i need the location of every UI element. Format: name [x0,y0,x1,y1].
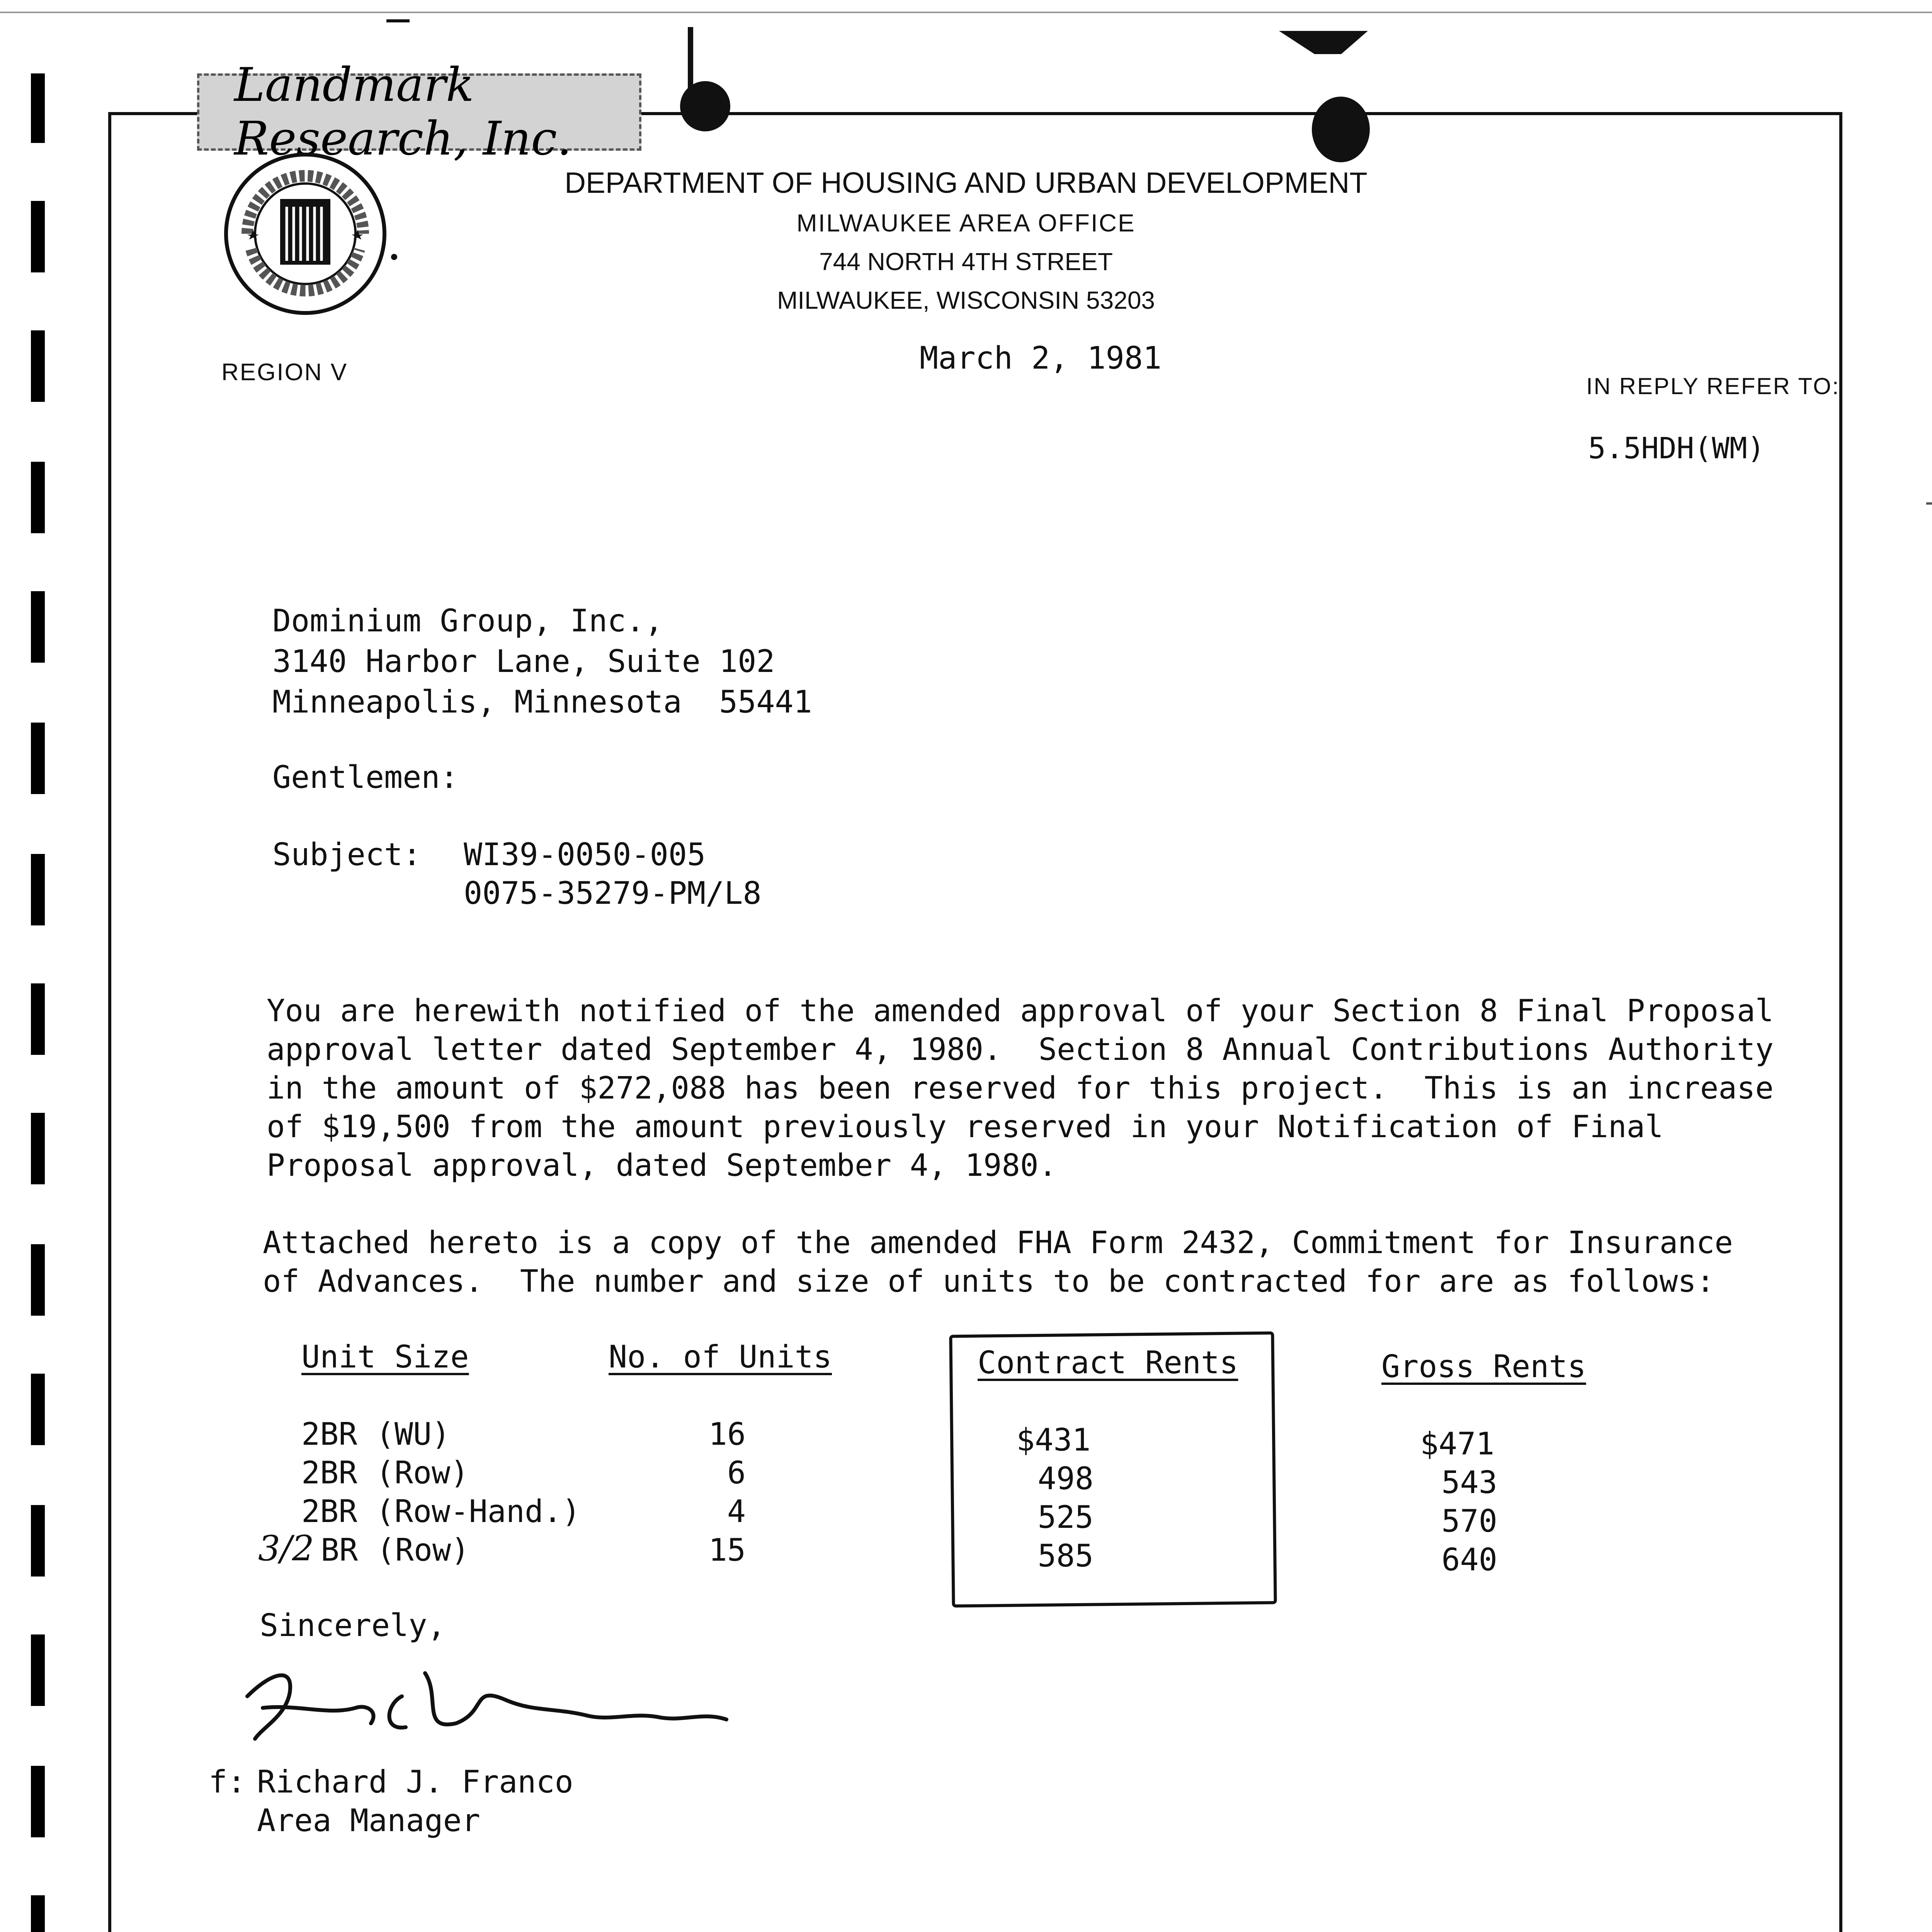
paragraph-line: approval letter dated September 4, 1980. Section 8 Annual Contributions Authority [267,1032,1774,1067]
signer-title: Area Manager [257,1803,480,1838]
cell-unit-size: 2BR (WU) [301,1416,451,1452]
binding-mark [31,73,45,143]
page-edge-line [0,12,1932,13]
binding-mark [31,591,45,663]
paragraph-line: You are herewith notified of the amended approval of your Section 8 Final Proposal [267,993,1774,1029]
cell-gross-rent: $471 [1420,1426,1495,1462]
paragraph-line: Attached hereto is a copy of the amended FHA Form 2432, Commitment for Insurance [263,1225,1733,1260]
region-label: REGION V [221,359,348,386]
recipient-name: Dominium Group, Inc., [272,603,663,639]
for-mark: f: [209,1764,246,1800]
binding-mark [31,1113,45,1184]
binding-mark [31,1505,45,1577]
agency-city: MILWAUKEE, WISCONSIN 53203 [777,286,1155,314]
cell-units: 6 [727,1455,746,1491]
paragraph-line: in the amount of $272,088 has been reserved for this project. This is an increase [267,1070,1774,1106]
stray-mark [1926,502,1932,505]
handwritten-correction: 3/2 [258,1528,314,1569]
cell-contract-rent: 525 [1037,1499,1094,1535]
cell-unit-size: 2BR (Row-Hand.) [301,1493,581,1529]
cell-unit-size: 2BR (Row) [301,1455,469,1491]
header-gross-rents: Gross Rents [1381,1349,1586,1384]
handwritten-signature [240,1650,742,1766]
cell-gross-rent: 570 [1441,1503,1497,1539]
ink-streak [688,27,693,93]
cell-units: 15 [708,1532,746,1568]
recipient-street: 3140 Harbor Lane, Suite 102 [272,643,775,679]
ink-blot [1312,97,1370,162]
salutation: Gentlemen: [272,759,459,795]
agency-office: MILWAUKEE AREA OFFICE [796,209,1136,237]
binding-mark [31,1895,45,1932]
paragraph-line: of Advances. The number and size of units to be contracted for are as follows: [263,1264,1715,1299]
cell-units: 4 [727,1493,746,1529]
subject-line-1: WI39-0050-005 [464,837,706,872]
signer-name: Richard J. Franco [257,1764,573,1800]
header-unit-size: Unit Size [301,1339,469,1375]
binding-mark [31,1244,45,1316]
cell-contract-rent: 498 [1037,1461,1094,1497]
agency-name: DEPARTMENT OF HOUSING AND URBAN DEVELOPMENT [565,167,1367,199]
ink-streak [1279,31,1368,54]
closing: Sincerely, [260,1607,446,1643]
binding-mark [31,854,45,925]
landmark-research-stamp [197,58,641,166]
agency-street: 744 NORTH 4TH STREET [819,248,1113,276]
paragraph-line: of $19,500 from the amount previously reserved in your Notification of Final [267,1109,1663,1145]
reply-code: 5.5HDH(WM) [1588,431,1765,465]
binding-mark [31,462,45,533]
cell-gross-rent: 640 [1441,1542,1497,1578]
header-contract-rents: Contract Rents [978,1345,1238,1381]
cell-contract-rent: 585 [1037,1538,1094,1574]
cell-units: 16 [708,1416,746,1452]
letter-date: March 2, 1981 [920,340,1162,376]
recipient-city: Minneapolis, Minnesota 55441 [272,684,812,720]
stamp-text: Landmark Research, Inc. [234,58,572,166]
binding-mark [31,330,45,402]
header-no-of-units: No. of Units [609,1339,832,1375]
hud-seal-icon [205,141,406,327]
cell-contract-rent: $431 [1016,1422,1091,1458]
subject-line-2: 0075-35279-PM/L8 [464,875,762,911]
cell-unit-size: BR (Row) [321,1532,470,1568]
binding-mark [31,723,45,794]
paragraph-line: Proposal approval, dated September 4, 1980. [267,1148,1057,1183]
binding-mark [31,1374,45,1445]
cell-gross-rent: 543 [1441,1464,1497,1500]
reply-refer-label: IN REPLY REFER TO: [1586,373,1840,399]
stray-mark [386,19,410,22]
binding-mark [31,983,45,1055]
subject-label: Subject: [272,837,422,872]
frame-left-rule [108,112,111,1932]
binding-mark [31,201,45,272]
binding-mark [31,1634,45,1706]
binding-mark [31,1766,45,1837]
